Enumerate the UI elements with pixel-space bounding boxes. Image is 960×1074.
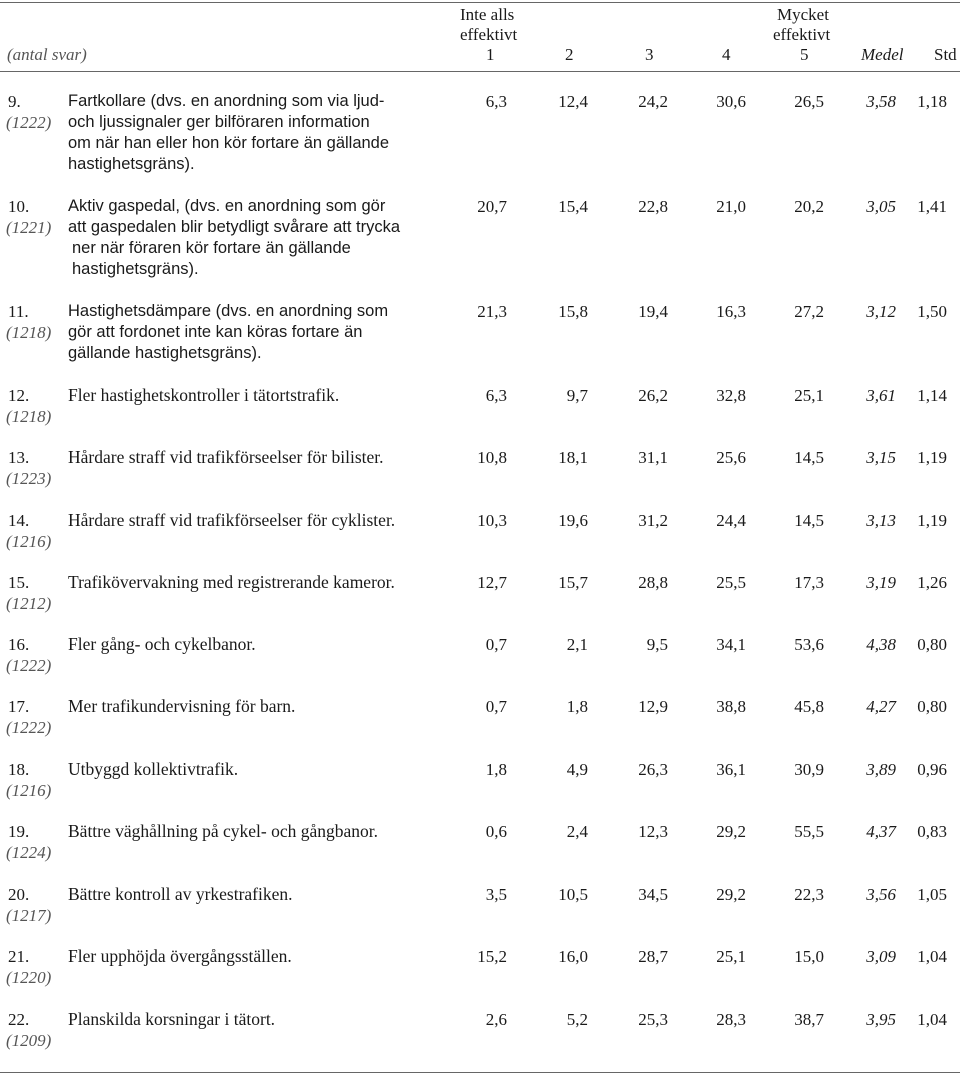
value-std: 0,80	[917, 697, 947, 716]
value-col-5: 38,7	[794, 1010, 824, 1029]
row-count: (1222)	[6, 113, 52, 132]
row-text-line: om när han eller hon kör fortare än gällande	[68, 134, 390, 152]
value-std: 1,26	[917, 573, 947, 592]
value-medel: 3,56	[866, 885, 896, 904]
value-col-2: 2,1	[566, 635, 588, 654]
row-number: 19.	[8, 822, 30, 841]
row-text	[68, 821, 468, 842]
header-col1-line1: Inte alls	[460, 5, 515, 24]
row-text-line: gör att fordonet inte kan köras fortare än	[68, 323, 363, 341]
value-col-2: 15,7	[558, 573, 588, 592]
value-medel: 3,95	[866, 1010, 896, 1029]
value-col-3: 12,9	[638, 697, 668, 716]
row-number: 9.	[8, 92, 21, 111]
value-col-1: 0,6	[485, 822, 507, 841]
row-text-line: Fartkollare (dvs. en anordning som via ljud-	[68, 92, 385, 110]
row-count: (1222)	[6, 656, 52, 675]
value-col-5: 20,2	[794, 197, 824, 216]
value-std: 1,04	[917, 1010, 947, 1029]
row-text	[68, 1009, 468, 1030]
value-std: 0,80	[917, 635, 947, 654]
value-col-1: 1,8	[485, 760, 507, 779]
value-col-1: 12,7	[477, 573, 507, 592]
value-col-2: 19,6	[558, 511, 588, 530]
value-std: 1,19	[917, 511, 947, 530]
row-text-line: gällande hastighetsgräns).	[68, 344, 262, 362]
row-number: 13.	[8, 448, 30, 467]
value-col-1: 6,3	[485, 386, 507, 405]
value-col-3: 12,3	[638, 822, 668, 841]
value-col-4: 25,6	[716, 448, 746, 467]
row-text	[68, 510, 468, 531]
header-antal-svar: (antal svar)	[7, 45, 87, 64]
value-col-5: 30,9	[794, 760, 824, 779]
value-col-1: 3,5	[485, 885, 507, 904]
value-std: 1,19	[917, 448, 947, 467]
row-count: (1209)	[6, 1031, 52, 1050]
value-col-2: 5,2	[566, 1010, 588, 1029]
header-rule	[0, 71, 960, 72]
value-col-4: 38,8	[716, 697, 746, 716]
header-scale-1: 1	[486, 45, 495, 64]
row-text-line: Planskilda korsningar i tätort.	[68, 1009, 276, 1029]
row-text	[68, 91, 460, 175]
row-number: 15.	[8, 573, 30, 592]
value-medel: 3,13	[866, 511, 896, 530]
value-col-2: 15,4	[558, 197, 588, 216]
value-col-1: 21,3	[477, 302, 507, 321]
value-col-4: 29,2	[716, 885, 746, 904]
value-std: 1,05	[917, 885, 947, 904]
value-std: 1,41	[917, 197, 947, 216]
value-col-3: 28,7	[638, 947, 668, 966]
value-col-2: 16,0	[558, 947, 588, 966]
value-col-4: 32,8	[716, 386, 746, 405]
row-text-line: Hårdare straff vid trafikförseelser för cyklister.	[68, 510, 396, 530]
row-count: (1223)	[6, 469, 52, 488]
value-std: 0,83	[917, 822, 947, 841]
value-std: 0,96	[917, 760, 947, 779]
value-col-2: 2,4	[566, 822, 588, 841]
value-col-2: 9,7	[566, 386, 588, 405]
row-count: (1218)	[6, 323, 52, 342]
value-col-2: 10,5	[558, 885, 588, 904]
value-col-4: 36,1	[716, 760, 746, 779]
value-col-2: 4,9	[566, 760, 588, 779]
row-count: (1220)	[6, 968, 52, 987]
value-medel: 3,05	[866, 197, 896, 216]
value-col-1: 10,3	[477, 511, 507, 530]
value-col-5: 27,2	[794, 302, 824, 321]
value-col-3: 24,2	[638, 92, 668, 111]
value-col-4: 25,5	[716, 573, 746, 592]
header-medel: Medel	[861, 45, 904, 64]
value-medel: 3,61	[866, 386, 896, 405]
row-number: 12.	[8, 386, 30, 405]
row-number: 16.	[8, 635, 30, 654]
value-std: 1,04	[917, 947, 947, 966]
row-text	[68, 759, 468, 780]
row-number: 11.	[8, 302, 29, 321]
row-count: (1224)	[6, 843, 52, 862]
value-col-2: 18,1	[558, 448, 588, 467]
value-col-3: 26,3	[638, 760, 668, 779]
row-text-line: Fler upphöjda övergångsställen.	[68, 946, 292, 966]
row-text-line: Aktiv gaspedal, (dvs. en anordning som gör	[68, 197, 386, 215]
value-medel: 3,19	[866, 573, 896, 592]
value-col-4: 25,1	[716, 947, 746, 966]
value-col-4: 28,3	[716, 1010, 746, 1029]
row-text-line: ner när föraren kör fortare än gällande	[72, 239, 351, 257]
row-text	[68, 946, 468, 967]
value-medel: 4,37	[866, 822, 896, 841]
row-count: (1216)	[6, 532, 52, 551]
row-text	[68, 301, 460, 364]
value-col-4: 34,1	[716, 635, 746, 654]
value-col-3: 25,3	[638, 1010, 668, 1029]
row-text-line: Bättre kontroll av yrkestrafiken.	[68, 884, 293, 904]
row-text	[68, 884, 468, 905]
header-col5-line1: Mycket	[777, 5, 829, 24]
row-text-line: och ljussignaler ger bilföraren information	[68, 113, 370, 131]
row-text-line: hastighetsgräns).	[68, 155, 195, 173]
value-col-5: 15,0	[794, 947, 824, 966]
header-scale-5: 5	[800, 45, 809, 64]
row-text	[68, 696, 468, 717]
value-col-5: 22,3	[794, 885, 824, 904]
row-text-line: Fler hastighetskontroller i tätortstrafik.	[68, 385, 340, 405]
value-col-4: 21,0	[716, 197, 746, 216]
row-text-line: Mer trafikundervisning för barn.	[68, 696, 296, 716]
value-col-4: 16,3	[716, 302, 746, 321]
value-col-3: 9,5	[646, 635, 668, 654]
value-col-4: 24,4	[716, 511, 746, 530]
value-col-3: 31,1	[638, 448, 668, 467]
row-number: 14.	[8, 511, 30, 530]
value-col-3: 28,8	[638, 573, 668, 592]
value-col-3: 26,2	[638, 386, 668, 405]
value-medel: 3,15	[866, 448, 896, 467]
value-col-5: 14,5	[794, 511, 824, 530]
row-text	[68, 634, 468, 655]
value-std: 1,50	[917, 302, 947, 321]
value-col-5: 14,5	[794, 448, 824, 467]
value-col-3: 19,4	[638, 302, 668, 321]
table-top-rule	[0, 2, 960, 3]
row-count: (1212)	[6, 594, 52, 613]
row-count: (1217)	[6, 906, 52, 925]
row-text	[68, 572, 468, 593]
row-text-line: att gaspedalen blir betydligt svårare att trycka	[68, 218, 401, 236]
value-col-4: 29,2	[716, 822, 746, 841]
value-col-1: 0,7	[485, 635, 507, 654]
value-col-2: 15,8	[558, 302, 588, 321]
row-text-line: Hårdare straff vid trafikförseelser för bilister.	[68, 447, 384, 467]
row-text	[68, 447, 468, 468]
value-col-3: 34,5	[638, 885, 668, 904]
row-text-line: Fler gång- och cykelbanor.	[68, 634, 256, 654]
value-col-5: 53,6	[794, 635, 824, 654]
row-number: 21.	[8, 947, 30, 966]
value-medel: 3,12	[866, 302, 896, 321]
row-number: 18.	[8, 760, 30, 779]
value-col-1: 15,2	[477, 947, 507, 966]
row-text	[68, 385, 468, 406]
row-text	[68, 196, 460, 280]
value-std: 1,14	[917, 386, 947, 405]
row-text-line: hastighetsgräns).	[72, 260, 199, 278]
value-col-1: 10,8	[477, 448, 507, 467]
header-col1-line2: effektivt	[460, 25, 518, 44]
value-col-5: 25,1	[794, 386, 824, 405]
value-col-1: 0,7	[485, 697, 507, 716]
table-bottom-rule	[0, 1072, 960, 1073]
row-number: 20.	[8, 885, 30, 904]
row-number: 10.	[8, 197, 30, 216]
header-col5-line2: effektivt	[773, 25, 831, 44]
value-medel: 4,27	[866, 697, 896, 716]
row-count: (1216)	[6, 781, 52, 800]
value-medel: 3,89	[866, 760, 896, 779]
value-col-2: 12,4	[558, 92, 588, 111]
row-text-line: Bättre väghållning på cykel- och gångbanor.	[68, 821, 379, 841]
row-number: 22.	[8, 1010, 30, 1029]
header-scale-3: 3	[645, 45, 654, 64]
value-std: 1,18	[917, 92, 947, 111]
header-std: Std	[934, 45, 957, 64]
row-count: (1222)	[6, 718, 52, 737]
row-count: (1221)	[6, 218, 52, 237]
header-scale-4: 4	[722, 45, 731, 64]
header-scale-2: 2	[565, 45, 574, 64]
value-col-1: 20,7	[477, 197, 507, 216]
value-col-2: 1,8	[566, 697, 588, 716]
value-col-3: 22,8	[638, 197, 668, 216]
row-number: 17.	[8, 697, 30, 716]
value-medel: 3,58	[866, 92, 896, 111]
row-text-line: Hastighetsdämpare (dvs. en anordning som	[68, 302, 389, 320]
value-col-5: 26,5	[794, 92, 824, 111]
row-count: (1218)	[6, 407, 52, 426]
value-col-5: 45,8	[794, 697, 824, 716]
row-text-line: Trafikövervakning med registrerande kameror.	[68, 572, 395, 592]
value-col-4: 30,6	[716, 92, 746, 111]
value-medel: 4,38	[866, 635, 896, 654]
value-col-5: 55,5	[794, 822, 824, 841]
row-text-line: Utbyggd kollektivtrafik.	[68, 759, 239, 779]
value-col-1: 2,6	[485, 1010, 507, 1029]
value-col-1: 6,3	[485, 92, 507, 111]
value-col-5: 17,3	[794, 573, 824, 592]
value-col-3: 31,2	[638, 511, 668, 530]
value-medel: 3,09	[866, 947, 896, 966]
